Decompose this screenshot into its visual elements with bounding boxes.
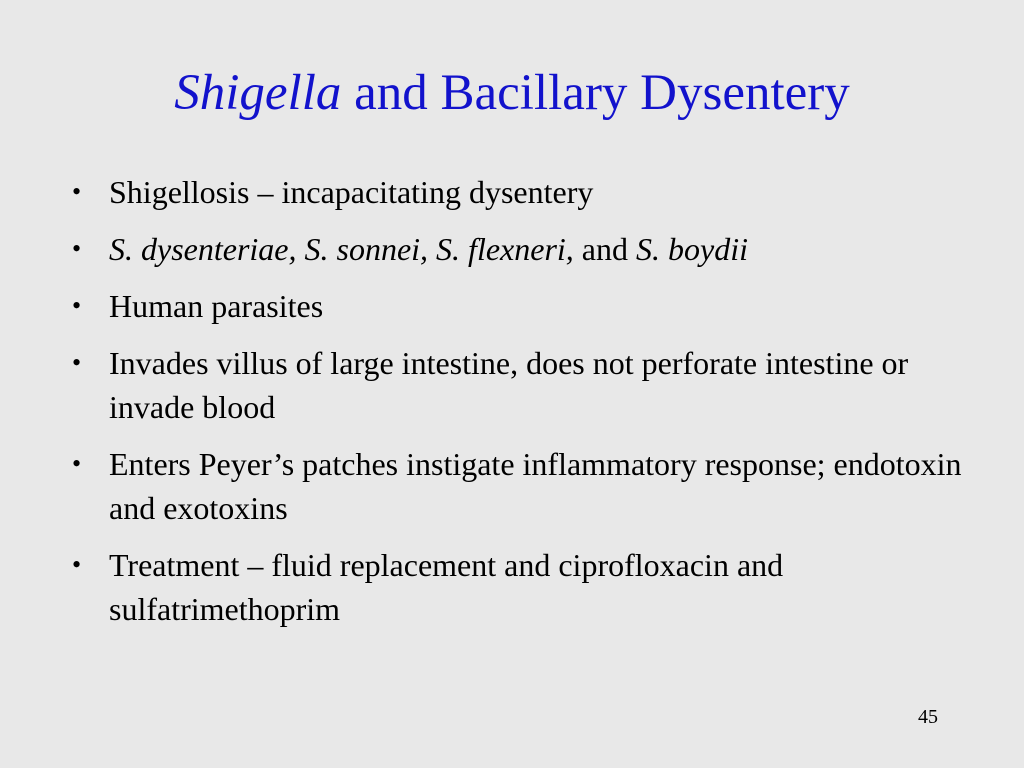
slide-title — [0, 62, 1024, 124]
bullet-text: Invades villus of large intestine, does not perforate intestine or invade blood — [109, 345, 909, 425]
bullet-item — [72, 543, 972, 631]
slide-title-italic: Shigella — [174, 65, 342, 121]
bullet-item — [72, 341, 972, 429]
bullet-text: Human parasites — [109, 288, 324, 324]
bullet-item — [72, 442, 972, 530]
bullet-dot: • — [72, 177, 82, 206]
bullet-item — [72, 170, 972, 214]
bullet-text: Enters Peyer’s patches instigate inflammatory response; endotoxin and exotoxins — [109, 446, 962, 526]
bullet-item — [72, 227, 972, 271]
bullet-species-list: S. dysenteriae, S. sonnei, S. flexneri, — [109, 231, 574, 267]
bullet-species-last: S. boydii — [635, 231, 748, 267]
bullet-list — [72, 170, 972, 644]
bullet-dot: • — [72, 234, 82, 263]
bullet-dot: • — [72, 291, 82, 320]
bullet-text: Shigellosis – incapacitating dysentery — [109, 174, 594, 210]
page-number: 45 — [918, 706, 938, 728]
bullet-text: Treatment – fluid replacement and ciprofloxacin and sulfatrimethoprim — [109, 547, 784, 627]
bullet-dot: • — [72, 449, 82, 478]
bullet-item — [72, 284, 972, 328]
slide-title-rest: and Bacillary Dysentery — [341, 65, 850, 121]
bullet-dot: • — [72, 550, 82, 579]
bullet-conjunction: and — [573, 231, 636, 267]
bullet-dot: • — [72, 348, 82, 377]
